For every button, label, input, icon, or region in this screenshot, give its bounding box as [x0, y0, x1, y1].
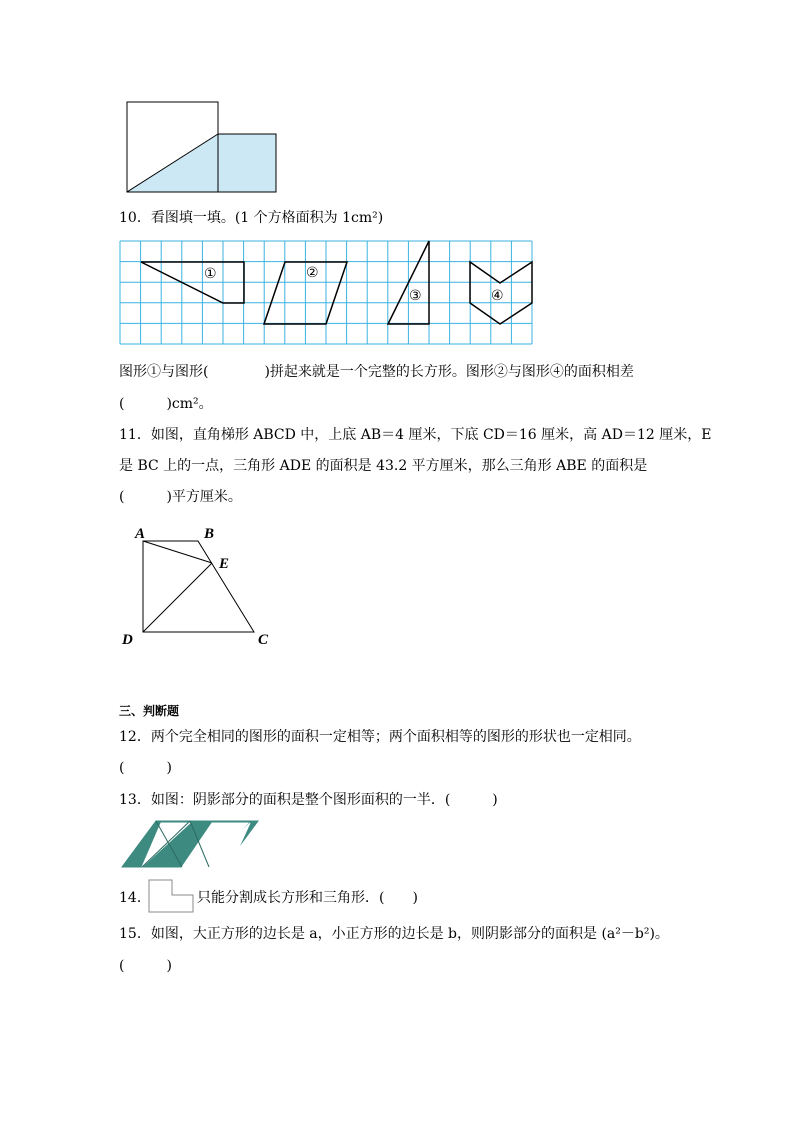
- point-c-label: C: [258, 632, 269, 648]
- q10-prompt: 10．看图填一填。(1 个方格面积为 1cm²): [119, 210, 384, 226]
- q14-shape: [149, 880, 193, 912]
- q15-answer: ( ): [119, 958, 172, 974]
- q14-number: 14．: [119, 890, 151, 906]
- q11-line-2: 是 BC 上的一点，三角形 ADE 的面积是 43.2 平方厘米，那么三角形 ABE 的面积是: [119, 458, 648, 474]
- q14-text: 只能分割成长方形和三角形．( ): [197, 890, 418, 906]
- q10-fill-line-1: 图形①与图形( )拼起来就是一个完整的长方形。图形②与图形④的面积相差: [119, 364, 634, 380]
- point-e-label: E: [219, 556, 230, 572]
- section-3-title: 三、判断题: [119, 704, 180, 718]
- q11-line-3: ( )平方厘米。: [119, 489, 242, 505]
- q12-answer: ( ): [119, 760, 172, 776]
- q13-text: 13．如图：阴影部分的面积是整个图形面积的一半．( ): [119, 792, 498, 808]
- point-b-label: B: [204, 526, 215, 542]
- shape-1-label: ①: [204, 266, 217, 282]
- q11-line-1: 11．如图，直角梯形 ABCD 中，上底 AB＝4 厘米，下底 CD＝16 厘米，高 AD＝12 厘米，E: [119, 427, 712, 443]
- point-d-label: D: [122, 632, 133, 648]
- q15-text: 15．如图，大正方形的边长是 a，小正方形的边长是 b，则阴影部分的面积是 (a²－b²)。: [119, 926, 669, 942]
- point-a-label: A: [135, 526, 146, 542]
- shape-2-label: ②: [306, 265, 319, 281]
- shape-3-label: ③: [409, 288, 422, 304]
- q12-text: 12．两个完全相同的图形的面积一定相等；两个面积相等的图形的形状也一定相同。: [119, 729, 641, 745]
- q10-fill-line-2: ( )cm²。: [119, 396, 213, 412]
- shape-4-label: ④: [491, 288, 504, 304]
